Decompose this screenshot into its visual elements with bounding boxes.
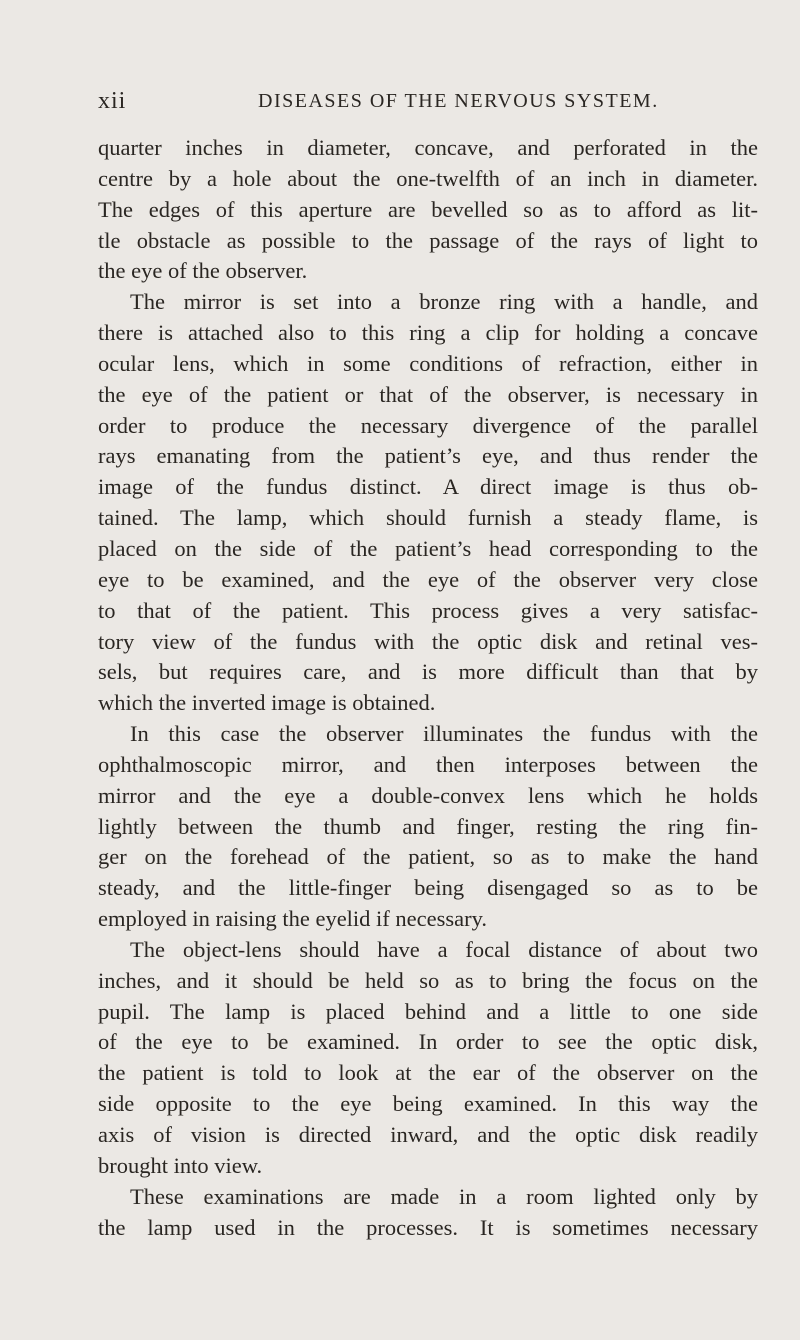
text-line: which the inverted image is obtained. (98, 690, 436, 716)
running-head: DISEASES OF THE NERVOUS SYSTEM. (258, 90, 659, 112)
text-line: the eye of the patient or that of the observer, is necessary in (98, 381, 758, 407)
text-line: mirror and the eye a double-convex lens which he holds (98, 782, 758, 808)
text-line: the lamp used in the processes. It is sometimes necessary (98, 1214, 758, 1240)
text-line: order to produce the necessary divergence of the parallel (98, 412, 758, 438)
text-line: the patient is told to look at the ear of the observer on the (98, 1060, 758, 1086)
page-header (98, 88, 758, 118)
text-line: lightly between the thumb and finger, resting the ring fin- (98, 813, 758, 839)
text-line: centre by a hole about the one-twelfth of an inch in diameter. (98, 165, 758, 191)
text-line: ophthalmoscopic mirror, and then interposes between the (98, 751, 758, 777)
text-line: The edges of this aperture are bevelled so as to afford as lit- (98, 196, 758, 222)
text-line: sels, but requires care, and is more difficult than that by (98, 659, 758, 685)
text-line: the eye of the observer. (98, 258, 308, 284)
text-line: tory view of the fundus with the optic disk and retinal ves- (98, 628, 758, 654)
text-line: there is attached also to this ring a clip for holding a concave (98, 320, 758, 346)
text-line: to that of the patient. This process gives a very satisfac- (98, 597, 758, 623)
text-line: The mirror is set into a bronze ring with a handle, and (130, 289, 758, 315)
text-line: employed in raising the eyelid if necessary. (98, 906, 488, 932)
text-line: inches, and it should be held so as to bring the focus on the (98, 967, 758, 993)
text-line: In this case the observer illuminates the fundus with the (130, 721, 758, 747)
text-line: rays emanating from the patient’s eye, and thus render the (98, 443, 758, 469)
text-line: side opposite to the eye being examined. In this way the (98, 1091, 758, 1117)
text-line: image of the fundus distinct. A direct image is thus ob- (98, 474, 758, 500)
body-text (98, 133, 758, 1243)
text-line: These examinations are made in a room lighted only by (130, 1183, 758, 1209)
text-line: axis of vision is directed inward, and the optic disk readily (98, 1122, 758, 1147)
text-line: brought into view. (98, 1152, 263, 1178)
text-line: of the eye to be examined. In order to see the optic disk, (98, 1029, 758, 1055)
text-line: ocular lens, which in some conditions of refraction, either in (98, 350, 758, 376)
text-line: ger on the forehead of the patient, so as to make the hand (98, 844, 758, 870)
text-line: The object-lens should have a focal distance of about two (130, 936, 758, 962)
text-line: steady, and the little-finger being disengaged so as to be (98, 875, 758, 901)
text-line: tained. The lamp, which should furnish a steady flame, is (98, 505, 758, 531)
text-line: pupil. The lamp is placed behind and a little to one side (98, 998, 758, 1024)
page-number: xii (98, 88, 127, 114)
text-line: tle obstacle as possible to the passage of the rays of light to (98, 227, 758, 253)
text-line: eye to be examined, and the eye of the observer very close (98, 566, 758, 592)
text-line: placed on the side of the patient’s head corresponding to the (98, 535, 758, 561)
text-line: quarter inches in diameter, concave, and perforated in the (98, 135, 758, 160)
